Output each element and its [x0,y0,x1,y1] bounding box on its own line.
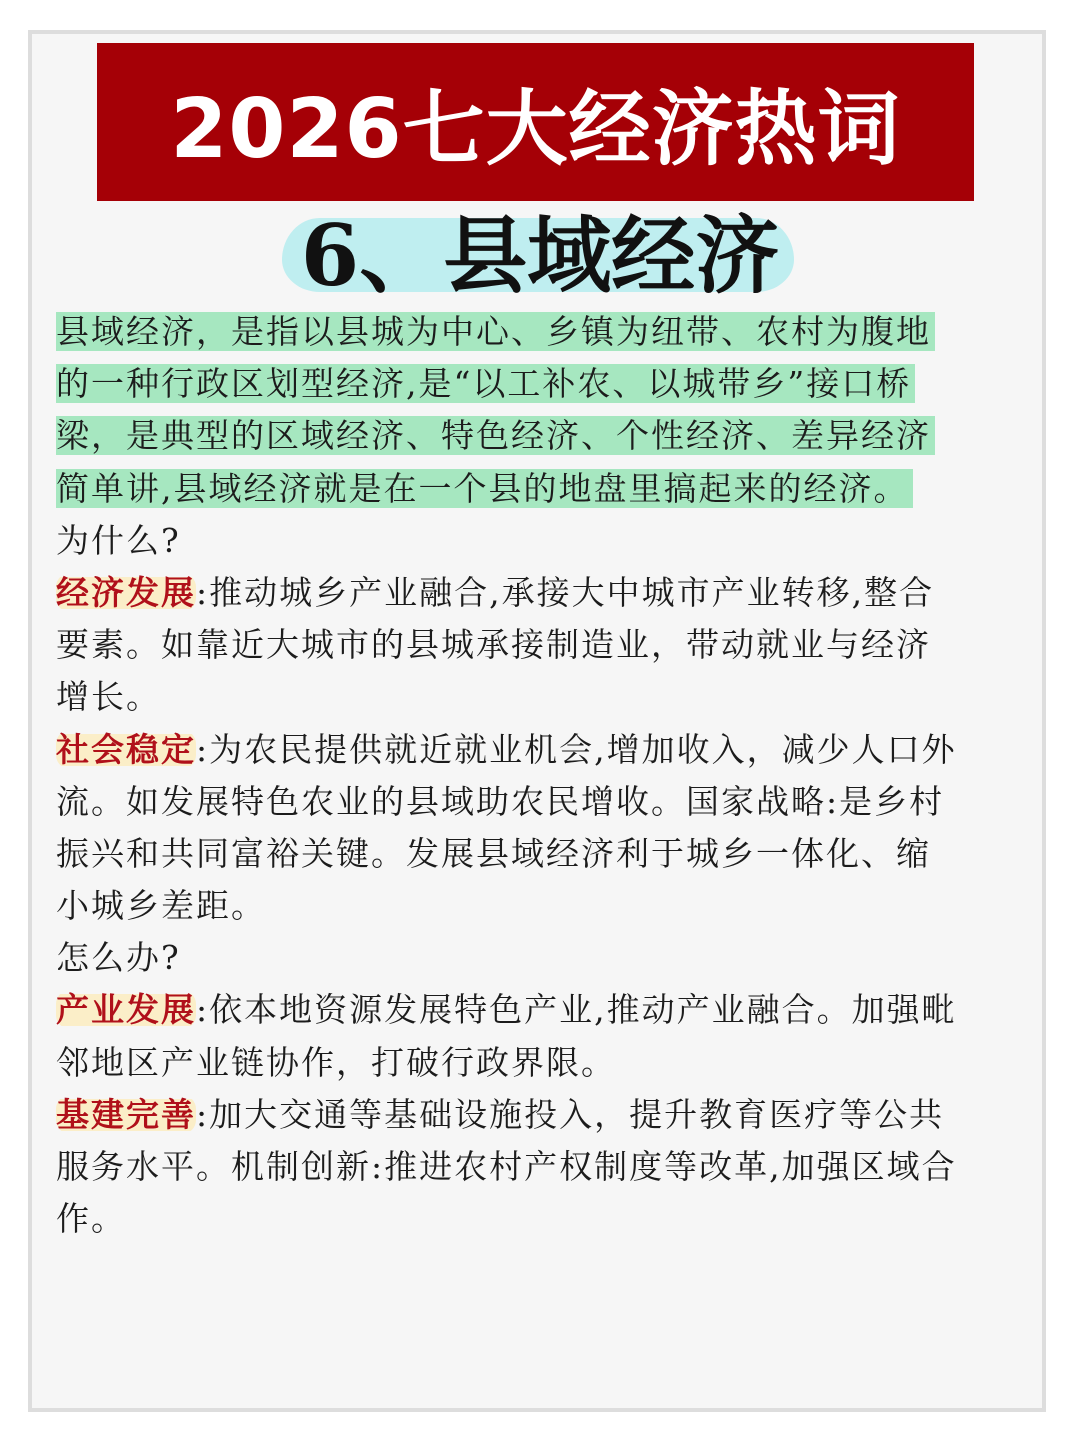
intro-line: 县域经济，是指以县城为中心、乡镇为纽带、农村为腹地 [56,306,1046,358]
social-line: 小城乡差距。 [56,886,266,926]
econ-dev-line: 经济发展:推动城乡产业融合,承接大中城市产业转移,整合 [56,572,935,612]
econ-dev-line: 要素。如靠近大城市的县城承接制造业，带动就业与经济 [56,625,931,665]
infra-key: 基建完善 [56,1094,196,1134]
subtitle [0,206,1080,306]
how-heading: 怎么办? [56,938,181,978]
intro-line: 梁，是典型的区域经济、特色经济、个性经济、差异经济 [56,410,1046,462]
infra-line: 服务水平。机制创新:推进农村产权制度等改革,加强区域合 [56,1147,957,1186]
subtitle-text: 6、县域经济 [300,206,780,305]
intro-line: 简单讲,县域经济就是在一个县的地盘里搞起来的经济。 [56,463,1046,515]
social-line: 社会稳定:为农民提供就近就业机会,增加收入，减少人口外 [56,729,957,769]
intro-line: 的一种行政区划型经济,是“以工补农、以城带乡”接口桥 [56,358,1046,410]
title-banner [97,43,974,201]
article-body [56,306,1046,1245]
econ-dev-line: 增长。 [56,677,161,717]
econ-dev-key: 经济发展 [56,572,196,612]
why-heading: 为什么? [56,520,181,560]
social-line: 流。如发展特色农业的县域助农民增收。国家战略:是乡村 [56,781,945,821]
industry-line: 产业发展:依本地资源发展特色产业,推动产业融合。加强毗 [56,990,957,1030]
industry-key: 产业发展 [56,990,196,1030]
infra-line: 基建完善:加大交通等基础设施投入，提升教育医疗等公共 [56,1094,945,1134]
page-title: 2026七大经济热词 [170,81,901,177]
social-line: 振兴和共同富裕关键。发展县域经济利于城乡一体化、缩 [56,833,931,873]
social-key: 社会稳定 [56,729,196,769]
infra-line: 作。 [56,1199,126,1239]
industry-line: 邻地区产业链协作，打破行政界限。 [56,1042,616,1082]
